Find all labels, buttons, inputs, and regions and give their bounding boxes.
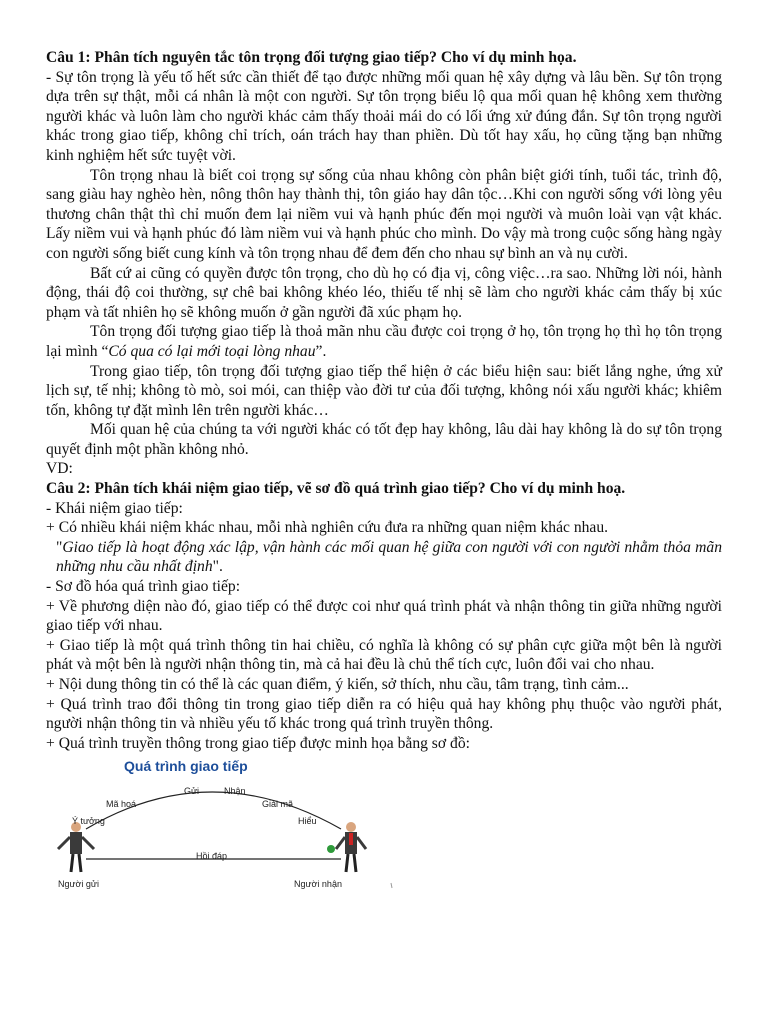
receive-label: Nhận <box>224 786 246 797</box>
example-label: VD: <box>46 460 73 478</box>
diagram-title: Quá trình giao tiếp <box>124 758 248 775</box>
q1-paragraph-6: Mối quan hệ của chúng ta với người khác có tốt đẹp hay không, lâu dài hay không là do sự tôn trọng quyết định một phần không nhỏ. <box>46 421 722 458</box>
q2-line-diagram-heading: - Sơ đồ hóa quá trình giao tiếp: <box>46 578 241 596</box>
receiver-label: Người nhận <box>294 879 342 890</box>
question-1-heading: Câu 1: Phân tích nguyên tắc tôn trọng đối tượng giao tiếp? Cho ví dụ minh họa. <box>46 49 577 66</box>
feedback-label: Hồi đáp <box>196 851 228 862</box>
quote-open: " <box>56 538 63 556</box>
receiver-figure <box>327 822 366 872</box>
decode-label: Giải mã <box>262 799 294 810</box>
q1-p4-text: Tôn trọng đối tượng giao tiếp là thoả mãn nhu cầu được coi trọng ở họ, tôn trọng họ thì họ tôn trọng lại mình “ <box>46 323 722 360</box>
quote-close: ". <box>212 558 223 576</box>
proverb-quote: Có qua có lại mới toại lòng nhau <box>108 342 316 360</box>
q1-paragraph-3: Bất cứ ai cũng có quyền được tôn trọng, cho dù họ có địa vị, công việc…ra sao. Những lời nói, hành động, thái độ coi thường, sự chê bai không khéo léo, thiếu tế nhị sẽ làm cho người khác cảm thấy bị xúc phạm và tất nhiên họ sẽ không muốn ở gần người đã xúc phạm họ. <box>46 264 722 321</box>
q1-paragraph-4 <box>46 322 722 361</box>
sender-label: Người gửi <box>58 879 99 890</box>
document-page <box>46 48 722 897</box>
communication-process-diagram <box>46 757 406 897</box>
q2-definition <box>46 538 722 577</box>
q2-line-5: + Về phương diện nào đó, giao tiếp có thể được coi như quá trình phát và nhận thông tin giữa những người giao tiếp với nhau. <box>46 597 722 635</box>
q1-p4-end: ”. <box>315 342 327 360</box>
q2-line-6: + Giao tiếp là một quá trình thông tin hai chiều, có nghĩa là không có sự phân cực giữa một bên là người phát và một bên là người nhận thông tin, mà cả hai đều là chủ thể tích cực, luôn đổi vai cho nhau. <box>46 636 722 674</box>
q1-paragraph-5: Trong giao tiếp, tôn trọng đối tượng giao tiếp thể hiện ở các biểu hiện sau: biết lắng nghe, ứng xử lịch sự, tế nhị; không tò mò, soi mói, can thiệp vào đời tư của đối tượng, không nói xấu người khác; khiêm tốn, không tự đặt mình lên trên người khác… <box>46 362 722 419</box>
question-2-heading: Câu 2: Phân tích khái niệm giao tiếp, vẽ sơ đồ quá trình giao tiếp? Cho ví dụ minh hoạ. <box>46 480 626 498</box>
q1-paragraph-2: Tôn trọng nhau là biết coi trọng sự sống của nhau không còn phân biệt giới tính, tuổi tác, trình độ, sang giàu hay nghèo hèn, nông thôn hay thành thị, tôn giáo hay dân tộc…Khi con người sống với lòng yêu thương chân thật thì chỉ muốn đem lại niềm vui và hạnh phúc đến mọi người và muôn loài vạn vật khác. Lấy niềm vui và hạnh phúc đó làm niềm vui và hạnh phúc cho mình. Do vậy mà trong cuộc sống hàng ngày con người sống biết cung kính và tôn trọng nhau để đem đến cho nhau sự bình an và nụ cười. <box>46 166 722 262</box>
q1-paragraph-1: - Sự tôn trọng là yếu tố hết sức cần thiết để tạo được những mối quan hệ xây dựng và lâu bền. Sự tôn trọng dựa trên sự thật, mỗi cá nhân là một con người. Sự tôn trọng biểu lộ qua mối quan hệ không xem thường người khác và luôn làm cho người khác cảm thấy thoải mái do có lối ứng xử đúng đắn. Sự tôn trọng người khác trong giao tiếp, không chỉ trích, oán trách hay than phiền. Dù tốt hay xấu, họ cũng tặng bạn những kinh nghiệm hết sức tuyệt vời. <box>46 68 722 164</box>
encode-label: Mã hoá <box>106 799 137 810</box>
q2-line-9: + Quá trình truyền thông trong giao tiếp được minh họa bằng sơ đồ: <box>46 734 470 752</box>
q2-line-7: + Nội dung thông tin có thể là các quan điểm, ý kiến, sở thích, nhu cầu, tâm trạng, tình cảm... <box>46 676 629 693</box>
q2-line-many-concepts: + Có nhiều khái niệm khác nhau, mỗi nhà nghiên cứu đưa ra những quan niệm khác nhau. <box>46 519 609 537</box>
idea-label: Ý tưởng <box>72 816 105 827</box>
q2-line-8: + Quá trình trao đổi thông tin trong giao tiếp diễn ra có hiệu quả hay không phụ thuộc vào người phát, người nhận thông tin và nhiều yếu tố khác trong quá trình truyền thông. <box>46 695 722 733</box>
definition-quote: Giao tiếp là hoạt động xác lập, vận hành các mối quan hệ giữa con người với con người nhằm thỏa mãn những nhu cầu nhất định <box>56 538 722 576</box>
send-label: Gửi <box>184 786 200 797</box>
understand-label: Hiểu <box>298 816 317 827</box>
q2-line-concept: - Khái niệm giao tiếp: <box>46 499 183 517</box>
